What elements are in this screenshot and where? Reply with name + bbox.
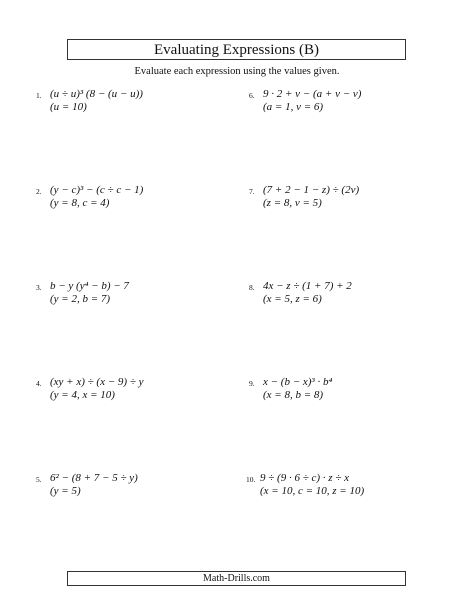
problem-values: (x = 8, b = 8) [263,389,324,401]
problem-number: 3. [36,283,42,292]
problem-number: 9. [249,379,255,388]
problem-expression: (7 + 2 − 1 − z) ÷ (2v) [263,184,360,196]
problem-expression: (y − c)³ − (c ÷ c − 1) [50,184,144,196]
problem-values: (y = 2, b = 7) [50,293,111,305]
worksheet-title: Evaluating Expressions (B) [67,39,406,60]
problem-number: 2. [36,187,42,196]
problem-values: (y = 4, x = 10) [50,389,115,401]
problem-expression: (u ÷ u)³ (8 − (u − u)) [50,88,143,100]
problem-values: (y = 5) [50,485,81,497]
problem-number: 4. [36,379,42,388]
problem-number: 6. [249,91,255,100]
problem-expression: b − y (y⁴ − b) − 7 [50,280,129,292]
problem-expression: (xy + x) ÷ (x − 9) ÷ y [50,376,144,388]
instructions: Evaluate each expression using the values given. [134,66,340,77]
problem-number: 7. [249,187,255,196]
problem-number: 8. [249,283,255,292]
problem-expression: x − (b − x)³ · b⁴ [263,376,333,388]
problem-number: 5. [36,475,42,484]
problem-number: 1. [36,91,42,100]
problem-expression: 6² − (8 + 7 − 5 ÷ y) [50,472,138,484]
problem-expression: 9 ÷ (9 · 6 ÷ c) · z ÷ x [260,472,349,484]
problem-values: (y = 8, c = 4) [50,197,110,209]
problem-values: (a = 1, v = 6) [263,101,324,113]
problem-expression: 9 · 2 + v − (a + v − v) [263,88,362,100]
problem-values: (x = 5, z = 6) [263,293,322,305]
footer: Math-Drills.com [67,571,406,586]
problem-number: 10. [246,475,256,484]
problem-values: (u = 10) [50,101,87,113]
problem-values: (x = 10, c = 10, z = 10) [260,485,365,497]
problem-values: (z = 8, v = 5) [263,197,322,209]
problem-expression: 4x − z ÷ (1 + 7) + 2 [263,280,352,292]
